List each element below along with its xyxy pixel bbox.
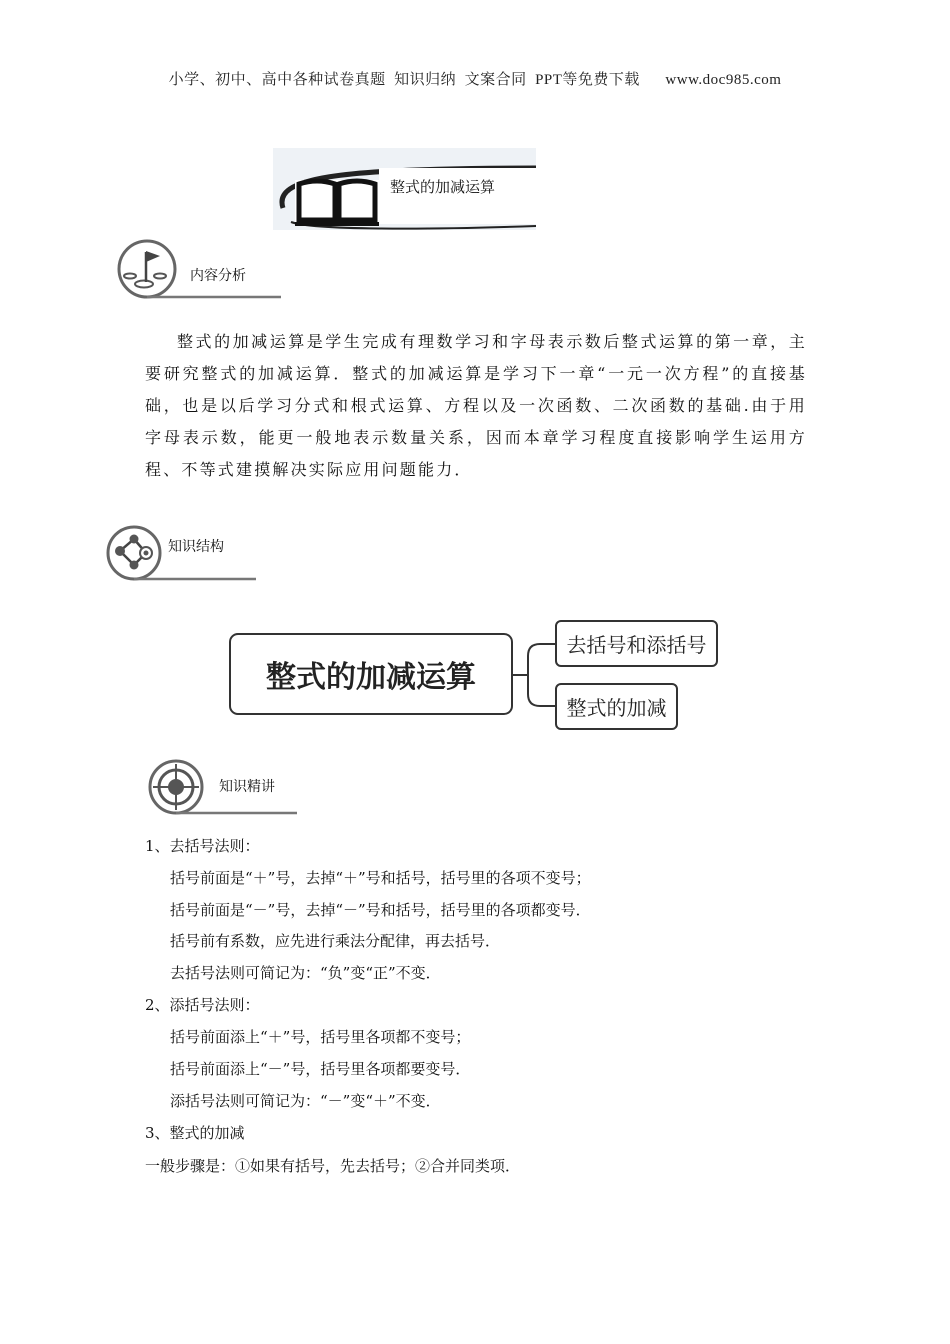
rule-heading-remove-brackets: 1、去括号法则：	[145, 837, 260, 855]
document-title: 整式的加减运算	[390, 178, 496, 196]
mindmap-node-brackets: 去括号和添括号	[555, 620, 718, 667]
section-title-knowledge-lecture: 知识精讲	[219, 779, 275, 795]
rule-line: 括号前有系数，应先进行乘法分配律，再去括号．	[170, 932, 501, 950]
mindmap-root-node: 整式的加减运算	[229, 633, 513, 715]
mindmap-node-addition: 整式的加减	[555, 683, 678, 730]
rule-heading-add-brackets: 2、添括号法则：	[145, 996, 260, 1014]
rule-line: 括号前面添上“＋”号，括号里各项都不变号；	[170, 1028, 471, 1046]
rule-heading-addition: 3、整式的加减	[145, 1124, 245, 1142]
section-title-knowledge-structure: 知识结构	[168, 539, 224, 555]
analysis-paragraph: 整式的加减运算是学生完成有理数学习和字母表示数后整式运算的第一章，主要研究整式的加减运算．整式的加减运算是学习下一章“一元一次方程”的直接基础，也是以后学习分式和根式运算、方程以及一次函数、二次函数的基础.由于用字母表示数，能更一般地表示数量关系，因而本章学习程度直接影响学生运用方程、不等式建摸解决实际应用问题能力．	[145, 332, 807, 479]
rule-line: 添括号法则可简记为：“－”变“＋”不变．	[170, 1092, 441, 1110]
rule-line: 括号前面是“＋”号，去掉“＋”号和括号，括号里的各项不变号；	[170, 869, 591, 887]
mindmap-connectors	[510, 630, 560, 720]
section-title-content-analysis: 内容分析	[190, 268, 246, 284]
rule-line: 一般步骤是：①如果有括号，先去括号；②合并同类项．	[145, 1157, 521, 1175]
rule-line: 括号前面添上“－”号，括号里各项都要变号．	[170, 1060, 471, 1078]
rule-line: 括号前面是“－”号，去掉“－”号和括号，括号里的各项都变号．	[170, 901, 591, 919]
page-header: 小学、初中、高中各种试卷真题 知识归纳 文案合同 PPT等免费下载 www.doc985.com	[168, 72, 782, 88]
rule-line: 去括号法则可简记为：“负”变“正”不变．	[170, 964, 441, 982]
